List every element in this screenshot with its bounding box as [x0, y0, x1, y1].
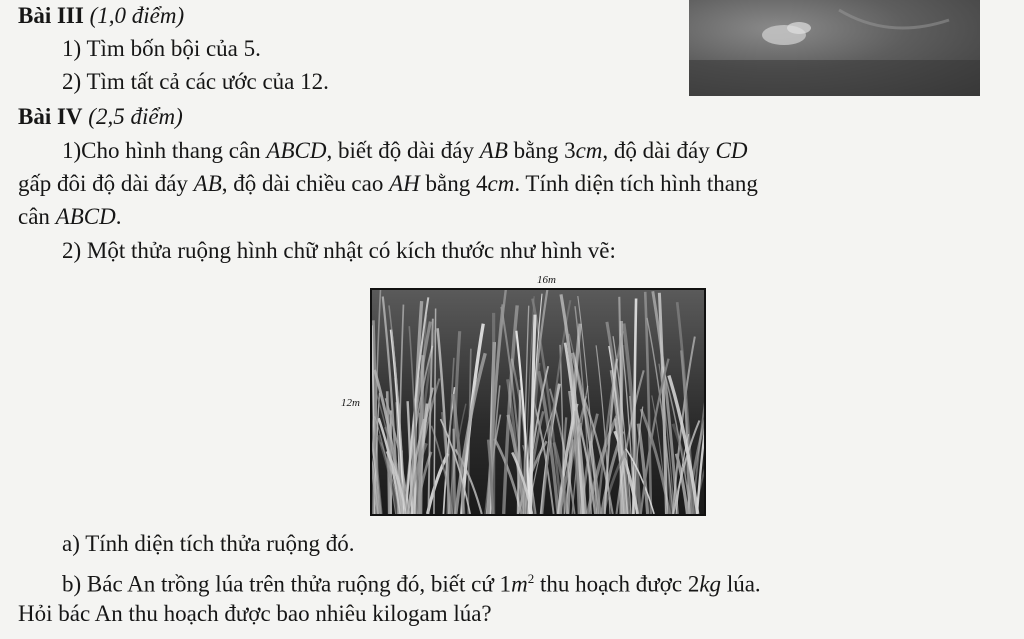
bai4-p1-line3	[18, 203, 121, 231]
math-var: CD	[715, 138, 748, 163]
exponent: 2	[527, 571, 535, 586]
text: lúa.	[721, 571, 761, 597]
text: .	[115, 204, 122, 229]
text: . Tính diện tích hình thang	[514, 171, 758, 196]
bai3-points: (1,0 điểm)	[89, 3, 185, 28]
bai4-p1-line1	[62, 137, 747, 165]
rice-field-photo	[370, 288, 706, 516]
grass-blade	[532, 299, 561, 514]
math-var: ABCD	[55, 204, 116, 229]
rice-field-image	[372, 290, 704, 514]
math-var: AH	[389, 171, 420, 196]
bai4-question-b-line2: Hỏi bác An thu hoạch được bao nhiêu kilogam lúa?	[18, 601, 492, 626]
math-var: AB	[479, 138, 508, 163]
bai4-question-b-line1	[62, 565, 761, 599]
math-var: AB	[193, 171, 222, 196]
text: 1)Cho hình thang cân	[62, 138, 267, 163]
bai4-heading: Bài IV	[18, 104, 83, 129]
bai4-title	[18, 103, 183, 131]
text: , độ dài chiều cao	[221, 171, 390, 196]
bai4-p2: 2) Một thửa ruộng hình chữ nhật có kích thước như hình vẽ:	[62, 238, 616, 263]
bai3-question-2: 2) Tìm tất cả các ước của 12.	[62, 69, 329, 94]
text: thu hoạch được 2	[534, 571, 700, 597]
text: gấp đôi độ dài đáy	[18, 171, 194, 196]
text: b) Bác An trồng lúa trên thửa ruộng đó, biết cứ 1	[62, 571, 512, 597]
grass-blade	[508, 415, 524, 514]
bai4-points: (2,5 điểm)	[88, 104, 183, 129]
field-width-label: 16m	[537, 274, 556, 286]
math-unit: m	[511, 571, 528, 597]
text: bằng 4	[419, 171, 488, 196]
bai3-title	[18, 2, 184, 30]
bai4-question-a: a) Tính diện tích thửa ruộng đó.	[62, 531, 355, 556]
text: bằng 3	[507, 138, 576, 163]
top-photo	[689, 0, 980, 96]
math-unit: kg	[699, 571, 722, 597]
text: , biết độ dài đáy	[326, 138, 480, 163]
field-height-label: 12m	[341, 397, 360, 409]
text: cân	[18, 204, 56, 229]
bai4-p1-line2	[18, 170, 758, 198]
bai3-question-1: 1) Tìm bốn bội của 5.	[62, 36, 261, 61]
bai3-heading: Bài III	[18, 3, 84, 28]
grass-blade	[420, 413, 421, 514]
math-unit: cm	[575, 138, 603, 163]
grass-blade	[454, 429, 455, 514]
top-photo-image	[689, 0, 980, 96]
math-var: ABCD	[266, 138, 327, 163]
text: , độ dài đáy	[602, 138, 716, 163]
math-unit: cm	[487, 171, 515, 196]
